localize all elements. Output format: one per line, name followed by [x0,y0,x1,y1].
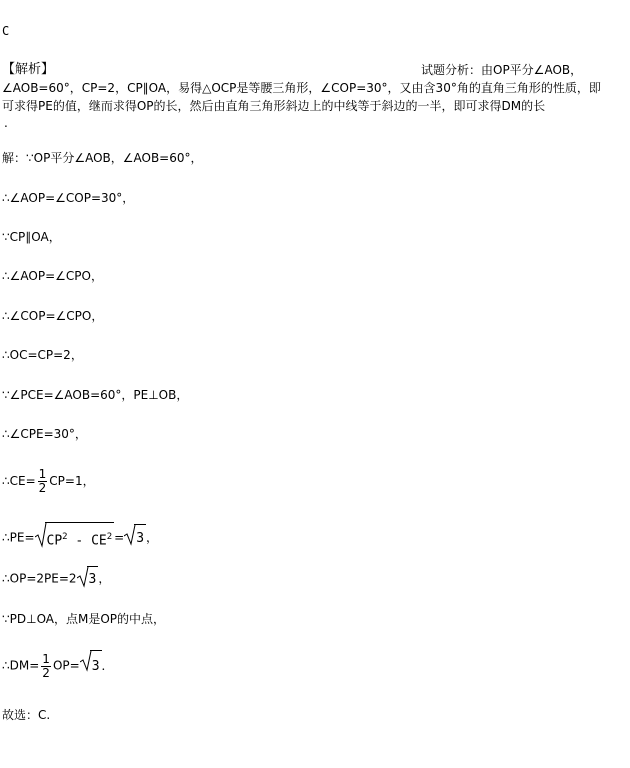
analysis-line: . [4,116,8,130]
equals-sign: = [114,530,125,545]
solution-step: ∴∠COP=∠CPO， [2,309,104,323]
sqrt-three [124,524,146,552]
solution-step: ∵PD⊥OA，点M是OP的中点， [2,612,166,626]
solution-step: ∵CP∥OA， [2,230,61,244]
sqrt-expression [35,522,115,554]
radical-sign-icon [35,522,47,548]
radicand: 3 [87,566,99,592]
solution-step: ∴∠AOP=∠COP=30°， [2,191,135,205]
step-middle: OP= [52,658,80,673]
solution-step-dm [2,650,114,682]
step-prefix: ∴DM= [2,658,40,673]
radical-sign-icon [80,650,92,672]
step-prefix: ∴CE= [2,474,36,488]
answer-letter: C [2,24,10,38]
step-suffix: ． [101,658,114,673]
solution-step-op [2,566,110,592]
conclusion: 故选：C. [2,708,51,722]
fraction [41,653,51,680]
minus-sign: - [67,533,92,549]
fraction-numerator: 1 [38,467,47,481]
analysis-line: ∠AOB=60°，CP=2，CP∥OA，易得△OCP是等腰三角形，∠COP=30°，又由含30°角的直角三角形的性质，即 [2,81,601,95]
radicand: 3 [90,650,102,682]
step-suffix: CP=1， [49,474,95,488]
fraction [38,468,48,495]
solution-step: ∴∠CPE=30°， [2,427,87,441]
step-prefix: ∴OP=2PE=2 [2,571,77,586]
analysis-title: 试题分析：由OP平分∠AOB， [421,63,583,77]
radical-sign-icon [77,566,89,588]
analysis-line: 可求得PE的值，继而求得OP的长，然后由直角三角形斜边上的中线等于斜边的一半，即可求得DM的长 [2,99,546,113]
fraction-denominator: 2 [38,481,47,495]
solution-step-ce [2,466,95,496]
exponent: 2 [62,532,68,542]
radicand [45,522,115,554]
solution-step-pe [2,522,158,554]
step-suffix: ， [146,530,159,545]
solution-step: 解：∵OP平分∠AOB，∠AOB=60°， [2,151,203,165]
sqrt-three [80,650,102,682]
radicand-term: CE [91,533,107,549]
solution-step: ∴∠AOP=∠CPO， [2,269,103,283]
solution-step: ∴OC=CP=2， [2,348,83,362]
fraction-denominator: 2 [42,665,50,680]
radicand: 3 [134,524,146,552]
fraction-numerator: 1 [42,651,50,666]
sqrt-three [77,566,99,592]
analysis-heading: 【解析】 [2,62,55,77]
radical-sign-icon [124,524,136,546]
radicand-term: CP [46,533,63,549]
step-prefix: ∴PE= [2,530,35,545]
exponent: 2 [106,532,113,542]
step-suffix: ， [98,571,111,586]
solution-step: ∵∠PCE=∠AOB=60°，PE⊥OB， [2,388,189,402]
